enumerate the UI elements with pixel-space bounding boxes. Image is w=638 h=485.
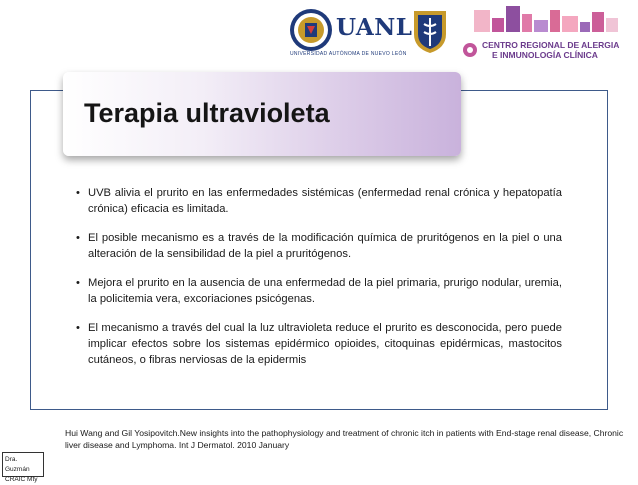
header-logos: [0, 4, 638, 62]
bullet-item: • El mecanismo a través del cual la luz ultravioleta reduce el prurito es desconocida, pero puede implicar efectos sobre los sistemas epidérmico opioides, citoquinas epidérmicas, mastocitos cutáneos, o fibras nerviosas de la epidermis: [76, 320, 562, 368]
craic-logo-text: [482, 40, 619, 60]
author-name: Dra. Guzmán: [5, 456, 30, 473]
bullet-item: • El posible mecanismo es a través de la modificación química de pruritógenos en la piel o una alteración de la sensibilidad de la piel a pruritógenos.: [76, 230, 562, 262]
title-banner: [63, 72, 461, 156]
uanl-seal-icon: [289, 8, 333, 52]
author-affiliation: CRAIC Mty: [5, 476, 38, 483]
slide-title: Terapia ultravioleta: [84, 98, 330, 128]
craic-line1: CENTRO REGIONAL DE ALERGIA: [482, 40, 620, 50]
uanl-logo-text: UANL: [336, 14, 413, 41]
author-box: [2, 452, 44, 483]
reference-citation: Hui Wang and Gil Yosipovitch.New insights into the pathophysiology and treatment of chronic itch in patients with End-stage renal disease, Chronic liver disease and Lymphoma. Int J Dermatol. 2010 January: [65, 428, 624, 450]
medicine-shield-icon: [410, 8, 450, 54]
craic-line2: E INMUNOLOGÍA CLÍNICA: [492, 50, 598, 60]
bullet-list: [76, 185, 562, 381]
bullet-item: • UVB alivia el prurito en las enfermedades sistémicas (enfermedad renal crónica y hepatopatía crónica) eficacia es limitada.: [76, 185, 562, 217]
bullet-item: • Mejora el prurito en la ausencia de una enfermedad de la piel primaria, prurigo nodular, uremia, la policitemia vera, excoriaciones psicógenas.: [76, 275, 562, 307]
uanl-subtitle: UNIVERSIDAD AUTÓNOMA DE NUEVO LEÓN: [290, 51, 407, 57]
